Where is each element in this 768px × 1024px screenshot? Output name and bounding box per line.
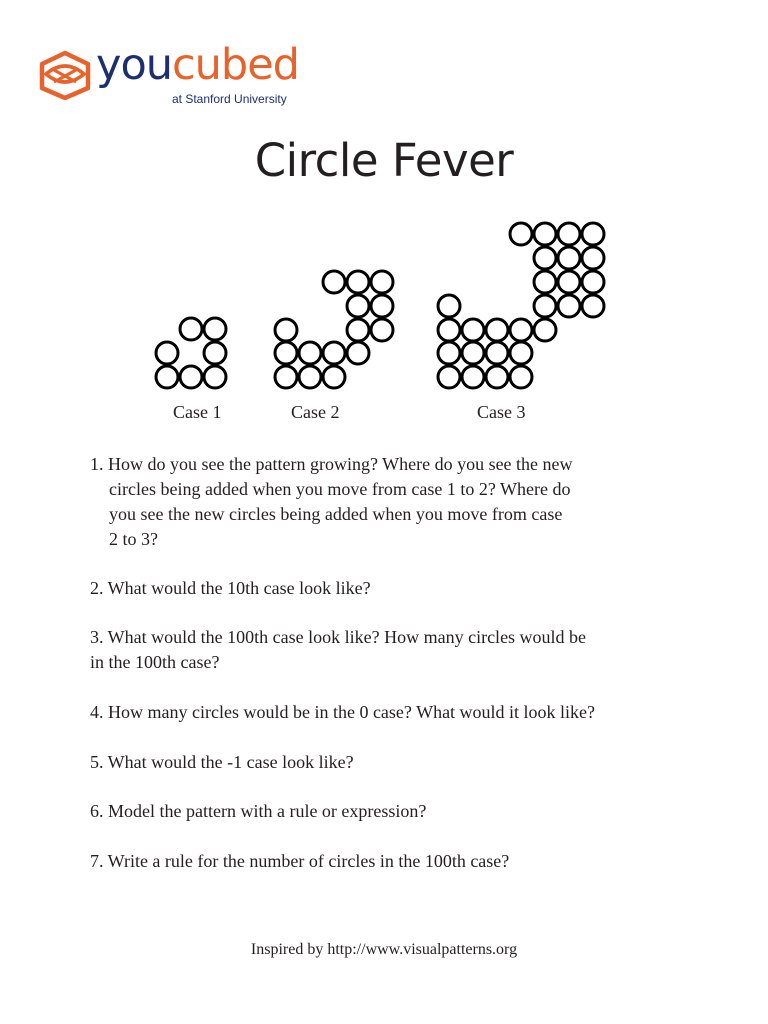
- case-3-circle: [462, 319, 484, 341]
- question-3: [90, 625, 586, 675]
- case-3-circle: [558, 247, 580, 269]
- logo-subtitle: at Stanford University: [172, 92, 287, 106]
- case-3-circle: [510, 342, 532, 364]
- question-6: 6. Model the pattern with a rule or expression?: [90, 801, 427, 821]
- case-2-circle: [347, 342, 369, 364]
- question-1-line-3: you see the new circles being added when you move from case: [109, 504, 563, 524]
- case-2-circle: [371, 271, 393, 293]
- case-3-circle: [534, 223, 556, 245]
- question-1: [90, 452, 573, 552]
- case-3-circle: [486, 342, 508, 364]
- case-2-circle: [347, 295, 369, 317]
- footer-credit: Inspired by http://www.visualpatterns.org: [250, 941, 518, 958]
- case-3-label: Case 3: [477, 402, 526, 422]
- case-2-circle: [371, 295, 393, 317]
- question-5: 5. What would the -1 case look like?: [90, 752, 354, 772]
- case-1-circle: [204, 342, 226, 364]
- case-3-circle: [438, 366, 460, 388]
- pattern-figures: [0, 0, 768, 400]
- case-3-circle: [558, 295, 580, 317]
- case-3-circle: [582, 271, 604, 293]
- question-3-line-1: 3. What would the 100th case look like? How many circles would be: [90, 627, 587, 647]
- case-2-circle: [371, 319, 393, 341]
- page-title: Circle Fever: [254, 134, 514, 187]
- case-3-circle: [582, 223, 604, 245]
- case-3-circle: [486, 319, 508, 341]
- question-3-line-2: in the 100th case?: [90, 652, 220, 672]
- case-3-circle: [438, 342, 460, 364]
- case-3-circle: [438, 319, 460, 341]
- case-3-circle: [462, 342, 484, 364]
- logo-word-cubed: cubed: [172, 40, 299, 90]
- case-3-circle: [510, 319, 532, 341]
- case-2-circle: [347, 271, 369, 293]
- case-2-circle: [323, 342, 345, 364]
- case-2-circle: [299, 342, 321, 364]
- case-3-circle: [534, 247, 556, 269]
- case-1-circle: [156, 342, 178, 364]
- case-1-label: Case 1: [173, 402, 222, 422]
- case-1-circle: [204, 366, 226, 388]
- case-3-circle: [582, 247, 604, 269]
- case-1-circle: [180, 318, 202, 340]
- case-2-circle: [299, 366, 321, 388]
- case-3-circle: [558, 223, 580, 245]
- case-2-circle: [275, 366, 297, 388]
- case-2-circle: [323, 366, 345, 388]
- case-3-circle: [534, 271, 556, 293]
- case-3-circle: [582, 295, 604, 317]
- case-3-circle: [534, 319, 556, 341]
- case-3-circle: [462, 366, 484, 388]
- case-2-circle: [275, 342, 297, 364]
- case-3-circle: [534, 295, 556, 317]
- question-1-line-1: 1. How do you see the pattern growing? Where do you see the new: [90, 454, 573, 474]
- case-2-label: Case 2: [291, 402, 340, 422]
- question-7: 7. Write a rule for the number of circles in the 100th case?: [90, 851, 510, 871]
- case-2-circle: [347, 319, 369, 341]
- case-1-circle: [204, 318, 226, 340]
- case-3-circle: [558, 271, 580, 293]
- case-1-circle: [180, 366, 202, 388]
- question-4: 4. How many circles would be in the 0 case? What would it look like?: [90, 702, 596, 722]
- logo-word-you: you: [96, 40, 173, 90]
- case-3-circle: [510, 366, 532, 388]
- case-3-circle: [438, 295, 460, 317]
- question-2: 2. What would the 10th case look like?: [90, 578, 371, 598]
- case-2-circle: [275, 319, 297, 341]
- case-1-circle: [156, 366, 178, 388]
- case-3-circle: [486, 366, 508, 388]
- question-1-line-2: circles being added when you move from case 1 to 2? Where do: [109, 479, 571, 499]
- case-3-circle: [510, 223, 532, 245]
- question-1-line-4: 2 to 3?: [109, 529, 158, 549]
- case-2-circle: [323, 271, 345, 293]
